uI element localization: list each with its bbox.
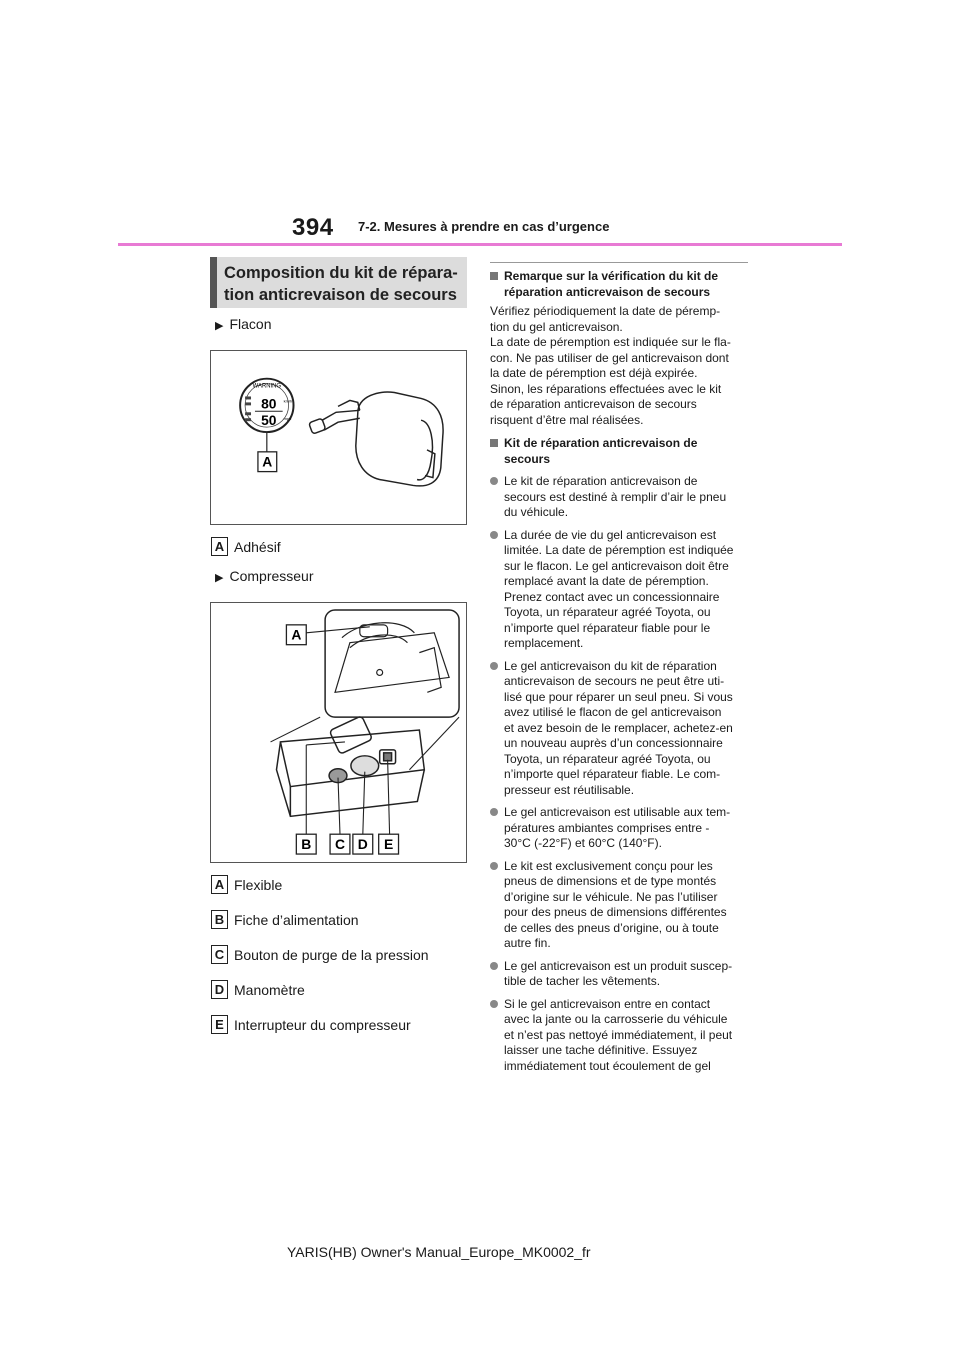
bullet-line: autre fin.: [504, 936, 551, 950]
legend-badge: D: [211, 980, 228, 999]
legend-a: [211, 875, 282, 894]
bullet-line: lisé que pour réparer un seul pneu. Si vous: [504, 689, 733, 704]
bottle-icon: [309, 392, 443, 486]
compressor-icon: [276, 716, 424, 817]
bullet-line: limitée. La date de péremption est indiquée: [504, 543, 734, 557]
bullet-line: Le gel anticrevaison du kit de réparation: [504, 658, 717, 673]
note-subheading: [490, 269, 748, 300]
legend-text: Flexible: [234, 876, 283, 893]
bullet-line: Prenez contact avec un concessionnaire: [504, 589, 720, 604]
warning-text: WARNING: [252, 383, 282, 390]
bullet-item: [490, 659, 748, 799]
bullet-line: d’origine sur le véhicule. Ne pas l’utiliser: [504, 889, 718, 904]
bullet-line: secours est destiné à remplir d’air le pneu: [504, 489, 727, 504]
flacon-label: Flacon: [229, 316, 272, 332]
legend-text: Bouton de purge de la pression: [234, 946, 429, 963]
bullet-line: pératures ambiantes comprises entre -: [504, 820, 710, 835]
legend-c: [211, 945, 429, 964]
unit-bottom-text: mph: [283, 416, 292, 422]
legend-b: [211, 910, 359, 929]
bullet-line: immédiatement tout écoulement de gel: [504, 1058, 711, 1073]
callout-c: C: [334, 836, 346, 853]
bullet-item: [490, 474, 748, 521]
para-line: con. Ne pas utiliser de gel anticrevaison dont: [490, 350, 729, 365]
bullet-line: Le kit de réparation anticrevaison de: [504, 474, 698, 488]
section-heading: [210, 257, 467, 308]
kit-subheading: [490, 436, 748, 467]
circle-bullet-icon: [490, 531, 498, 539]
compresseur-subheading: [215, 568, 314, 584]
speed-max-text: 80: [261, 395, 277, 412]
heading-line-1: Composition du kit de répara-: [224, 264, 458, 282]
bullet-line: Le gel anticrevaison est utilisable aux tem-: [504, 805, 731, 819]
callout-a: A: [262, 453, 273, 470]
heading-line-2: tion anticrevaison de secours: [224, 286, 457, 304]
bullet-line: et avez besoin de le remplacer, achetez-en: [504, 720, 733, 735]
circle-bullet-icon: [490, 1000, 498, 1008]
bullet-line: avec la jante ou la carrosserie du véhicule: [504, 1012, 728, 1026]
legend-text: Fiche d’alimentation: [234, 911, 359, 928]
legend-text: Adhésif: [234, 538, 281, 555]
bullet-line: du véhicule.: [504, 505, 569, 519]
speed-alt-text: 50: [261, 412, 277, 429]
kit-title-line: Kit de réparation anticrevaison de: [504, 436, 698, 450]
bullet-item: [490, 528, 748, 652]
flacon-figure: [210, 350, 467, 525]
legend-e: [211, 1015, 411, 1034]
para-line: risquent d’être mal réalisées.: [490, 412, 644, 427]
bullet-line: Le gel anticrevaison est un produit suscep-: [504, 958, 733, 973]
para-line: tion du gel anticrevaison.: [490, 319, 623, 334]
para-line: la date de péremption est déjà expirée.: [490, 366, 698, 380]
callout-b: B: [301, 836, 312, 853]
bullet-line: 30°C (-22°F) et 60°C (140°F).: [504, 836, 662, 850]
right-rule: [490, 262, 748, 263]
page-number: 394: [292, 214, 334, 241]
square-bullet-icon: [490, 272, 498, 280]
bullet-line: remplacement.: [504, 636, 584, 650]
legend-badge: A: [211, 875, 228, 894]
bullet-line: n’importe quel réparateur fiable pour le: [504, 620, 711, 635]
circle-bullet-icon: [490, 662, 498, 670]
circle-bullet-icon: [490, 477, 498, 485]
bullet-line: La durée de vie du gel anticrevaison est: [504, 527, 717, 542]
bullet-line: anticrevaison de secours ne peut être uti-: [504, 674, 725, 688]
bullet-item: [490, 997, 748, 1075]
compresseur-label: Compresseur: [229, 568, 314, 584]
circle-bullet-icon: [490, 862, 498, 870]
kit-title-line: secours: [504, 451, 551, 466]
legend-badge: E: [211, 1015, 228, 1034]
bullet-line: remplacé avant la date de péremption.: [504, 574, 709, 588]
bullet-item: [490, 859, 748, 952]
legend-badge: A: [211, 537, 228, 556]
bullet-line: Si le gel anticrevaison entre en contact: [504, 996, 711, 1011]
legend-text: Manomètre: [234, 981, 305, 998]
bullet-item: [490, 959, 748, 990]
bullet-line: Toyota, un réparateur agréé Toyota, ou: [504, 751, 711, 766]
bullet-line: presseur est réutilisable.: [504, 782, 635, 797]
bullet-line: Le kit est exclusivement conçu pour les: [504, 858, 713, 873]
bullet-line: de celles des pneus d’origine, ou à toute: [504, 920, 719, 935]
flacon-illustration: [211, 351, 466, 524]
callout-d: D: [357, 836, 368, 853]
bullet-line: et n’est pas nettoyé immédiatement, il peut: [504, 1027, 733, 1042]
para-line: de réparation anticrevaison de secours: [490, 397, 697, 411]
legend-text: Interrupteur du compresseur: [234, 1016, 411, 1033]
legend-d: [211, 980, 305, 999]
callout-e: E: [383, 836, 394, 853]
triangle-bullet-icon: ▶: [215, 320, 224, 332]
legend-badge: C: [211, 945, 228, 964]
square-bullet-icon: [490, 439, 498, 447]
bullet-line: sur le flacon. Le gel anticrevaison doit être: [504, 558, 729, 573]
bullet-line: pour des pneus de dimensions différentes: [504, 905, 727, 919]
right-column: [490, 262, 748, 1074]
para-line: La date de péremption est indiquée sur le fla-: [490, 335, 731, 349]
para-line: Sinon, les réparations effectuées avec le kit: [490, 381, 722, 396]
bullet-item: [490, 805, 748, 852]
compresseur-illustration: [211, 603, 466, 862]
footer-text: YARIS(HB) Owner's Manual_Europe_MK0002_fr: [287, 1244, 591, 1260]
section-title: 7-2. Mesures à prendre en cas d’urgence: [358, 219, 610, 234]
note-title-line: réparation anticrevaison de secours: [504, 284, 711, 299]
legend-badge: B: [211, 910, 228, 929]
flacon-legend-a: [211, 537, 281, 556]
triangle-bullet-icon: ▶: [215, 572, 224, 584]
circle-bullet-icon: [490, 808, 498, 816]
bullet-line: laisser une tache définitive. Essuyez: [504, 1043, 698, 1057]
bullet-line: avez utilisé le flacon de gel anticrevaison: [504, 705, 722, 719]
flacon-subheading: [215, 316, 272, 332]
unit-top-text: km/h: [283, 398, 293, 404]
bullet-line: n’importe quel réparateur fiable. Le com-: [504, 767, 721, 781]
note-paragraph: [490, 304, 748, 428]
bullet-line: un nouveau auprès d’un concessionnaire: [504, 736, 723, 750]
bullet-line: tible de tacher les vêtements.: [504, 974, 661, 988]
compresseur-figure: [210, 602, 467, 863]
bullet-line: pneus de dimensions et de type montés: [504, 874, 717, 888]
bullet-line: Toyota, un réparateur agréé Toyota, ou: [504, 605, 711, 619]
circle-bullet-icon: [490, 962, 498, 970]
header-rule: [118, 243, 842, 246]
para-line: Vérifiez périodiquement la date de péremp-: [490, 304, 721, 318]
note-title-line: Remarque sur la vérification du kit de: [504, 269, 719, 283]
callout-a: A: [291, 626, 302, 643]
